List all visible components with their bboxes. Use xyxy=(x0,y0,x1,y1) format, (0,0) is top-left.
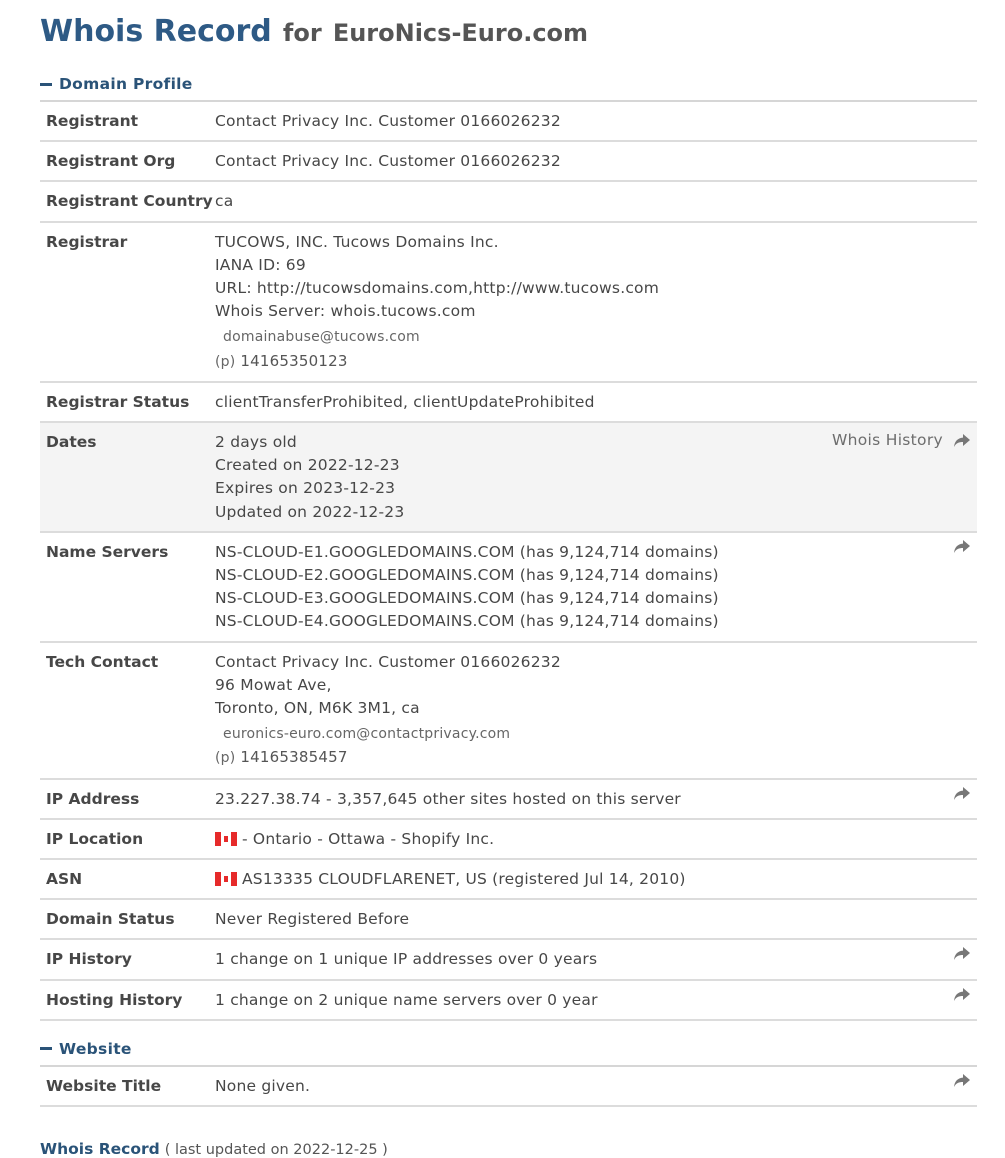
name-server-1: NS-CLOUD-E1.GOOGLEDOMAINS.COM (has 9,124,714 domains) xyxy=(215,542,719,561)
share-arrow-icon xyxy=(953,539,971,555)
page-title-main: Whois Record xyxy=(40,14,272,49)
tech-contact-phone xyxy=(215,746,977,770)
registrar-name: TUCOWS, INC. Tucows Domains Inc. xyxy=(215,232,499,251)
table-row-ip-address xyxy=(40,780,977,820)
phone-number: 14165385457 xyxy=(240,748,348,767)
registrar-phone xyxy=(215,350,977,374)
row-value: 1 change on 1 unique IP addresses over 0 years xyxy=(215,950,598,969)
tech-contact-email: euronics-euro.com@contactprivacy.com xyxy=(223,726,511,743)
canada-flag-icon xyxy=(215,832,237,846)
section-heading-domain-profile: Domain Profile xyxy=(59,75,193,93)
row-value: None given. xyxy=(215,1076,311,1095)
page-title-domain: EuroNics-Euro.com xyxy=(332,19,589,47)
hosting-history-link[interactable] xyxy=(953,987,971,1003)
tech-contact-name: Contact Privacy Inc. Customer 0166026232 xyxy=(215,652,561,671)
row-value: clientTransferProhibited, clientUpdateProhibited xyxy=(215,392,595,411)
domain-age: 2 days old xyxy=(215,433,297,452)
share-arrow-icon xyxy=(953,946,971,962)
name-servers-link[interactable] xyxy=(953,539,971,555)
page-title xyxy=(40,0,977,60)
row-value: Never Registered Before xyxy=(215,910,410,929)
table-row-registrar xyxy=(40,223,977,383)
row-label: IP History xyxy=(46,950,132,969)
asn-text: AS13335 CLOUDFLARENET, US (registered Jul 14, 2010) xyxy=(242,870,686,889)
table-row-tech-contact xyxy=(40,643,977,780)
name-server-3: NS-CLOUD-E3.GOOGLEDOMAINS.COM (has 9,124,714 domains) xyxy=(215,589,719,608)
table-row-hosting-history xyxy=(40,981,977,1021)
name-server-4: NS-CLOUD-E4.GOOGLEDOMAINS.COM (has 9,124,714 domains) xyxy=(215,612,719,631)
table-row-website-title xyxy=(40,1067,977,1107)
row-label: Tech Contact xyxy=(46,652,159,671)
share-arrow-icon xyxy=(953,433,971,449)
row-value: ca xyxy=(215,192,234,211)
row-label: IP Address xyxy=(46,789,140,808)
table-row-name-servers xyxy=(40,533,977,643)
footer-updated-text: ( last updated on 2022-12-25 ) xyxy=(164,1142,388,1158)
registrar-url: URL: http://tucowsdomains.com,http://www.tucows.com xyxy=(215,279,660,298)
created-date: Created on 2022-12-23 xyxy=(215,456,400,475)
row-label: Registrant xyxy=(46,112,139,130)
section-heading-website: Website xyxy=(59,1039,132,1058)
section-toggle-website[interactable] xyxy=(40,1033,977,1065)
website-title-link[interactable] xyxy=(953,1073,971,1089)
footer-last-updated xyxy=(40,1140,977,1158)
updated-date: Updated on 2022-12-23 xyxy=(215,502,405,521)
website-table xyxy=(40,1065,977,1107)
phone-number: 14165350123 xyxy=(240,351,348,370)
row-value xyxy=(215,541,977,634)
footer-whois-record-link[interactable]: Whois Record xyxy=(40,1140,160,1158)
ip-location-text: - Ontario - Ottawa - Shopify Inc. xyxy=(242,829,495,848)
section-toggle-domain-profile[interactable] xyxy=(40,68,977,100)
share-arrow-icon xyxy=(953,1073,971,1089)
row-value: Contact Privacy Inc. Customer 0166026232 xyxy=(215,152,561,171)
ip-address-link[interactable] xyxy=(953,786,971,802)
row-label: Registrant Org xyxy=(46,152,176,171)
row-label: Registrant Country xyxy=(46,192,213,211)
table-row-ip-location xyxy=(40,820,977,860)
registrar-email: domainabuse@tucows.com xyxy=(223,329,420,346)
table-row-registrant xyxy=(40,102,977,142)
share-arrow-icon xyxy=(953,987,971,1003)
row-value xyxy=(215,231,977,374)
row-label: Domain Status xyxy=(46,910,175,929)
table-row-domain-status xyxy=(40,900,977,940)
table-row-dates xyxy=(40,423,977,533)
table-row-registrant-org xyxy=(40,142,977,182)
row-label: Website Title xyxy=(46,1076,162,1095)
row-label: Name Servers xyxy=(46,542,169,561)
row-value xyxy=(215,651,977,771)
row-label: Hosting History xyxy=(46,990,183,1009)
tech-contact-city: Toronto, ON, M6K 3M1, ca xyxy=(215,699,420,718)
row-label: Registrar xyxy=(46,232,128,251)
row-label: IP Location xyxy=(46,829,144,848)
registrar-iana-id: IANA ID: 69 xyxy=(215,255,306,274)
page-title-for: for xyxy=(282,19,322,47)
tech-contact-street: 96 Mowat Ave, xyxy=(215,675,332,694)
domain-profile-table xyxy=(40,100,977,1021)
table-row-ip-history xyxy=(40,940,977,980)
row-label: Registrar Status xyxy=(46,392,190,411)
ip-history-link[interactable] xyxy=(953,946,971,962)
phone-prefix: (p) xyxy=(215,750,236,767)
table-row-registrant-country xyxy=(40,182,977,222)
whois-history-link[interactable] xyxy=(832,429,971,452)
registrar-whois-server: Whois Server: whois.tucows.com xyxy=(215,302,476,321)
row-value xyxy=(215,828,977,851)
share-arrow-icon xyxy=(953,786,971,802)
table-row-registrar-status xyxy=(40,383,977,423)
canada-flag-icon xyxy=(215,872,237,886)
row-value: 1 change on 2 unique name servers over 0 year xyxy=(215,990,598,1009)
collapse-minus-icon xyxy=(40,1047,52,1050)
row-label: Dates xyxy=(46,433,97,452)
expires-date: Expires on 2023-12-23 xyxy=(215,479,396,498)
phone-prefix: (p) xyxy=(215,353,236,370)
name-server-2: NS-CLOUD-E2.GOOGLEDOMAINS.COM (has 9,124,714 domains) xyxy=(215,566,719,585)
table-row-asn xyxy=(40,860,977,900)
collapse-minus-icon xyxy=(40,83,52,86)
row-label: ASN xyxy=(46,870,83,889)
row-value: Contact Privacy Inc. Customer 0166026232 xyxy=(215,112,561,130)
whois-history-label: Whois History xyxy=(832,431,943,450)
row-value xyxy=(215,868,977,891)
row-value: 23.227.38.74 - 3,357,645 other sites hosted on this server xyxy=(215,789,681,808)
